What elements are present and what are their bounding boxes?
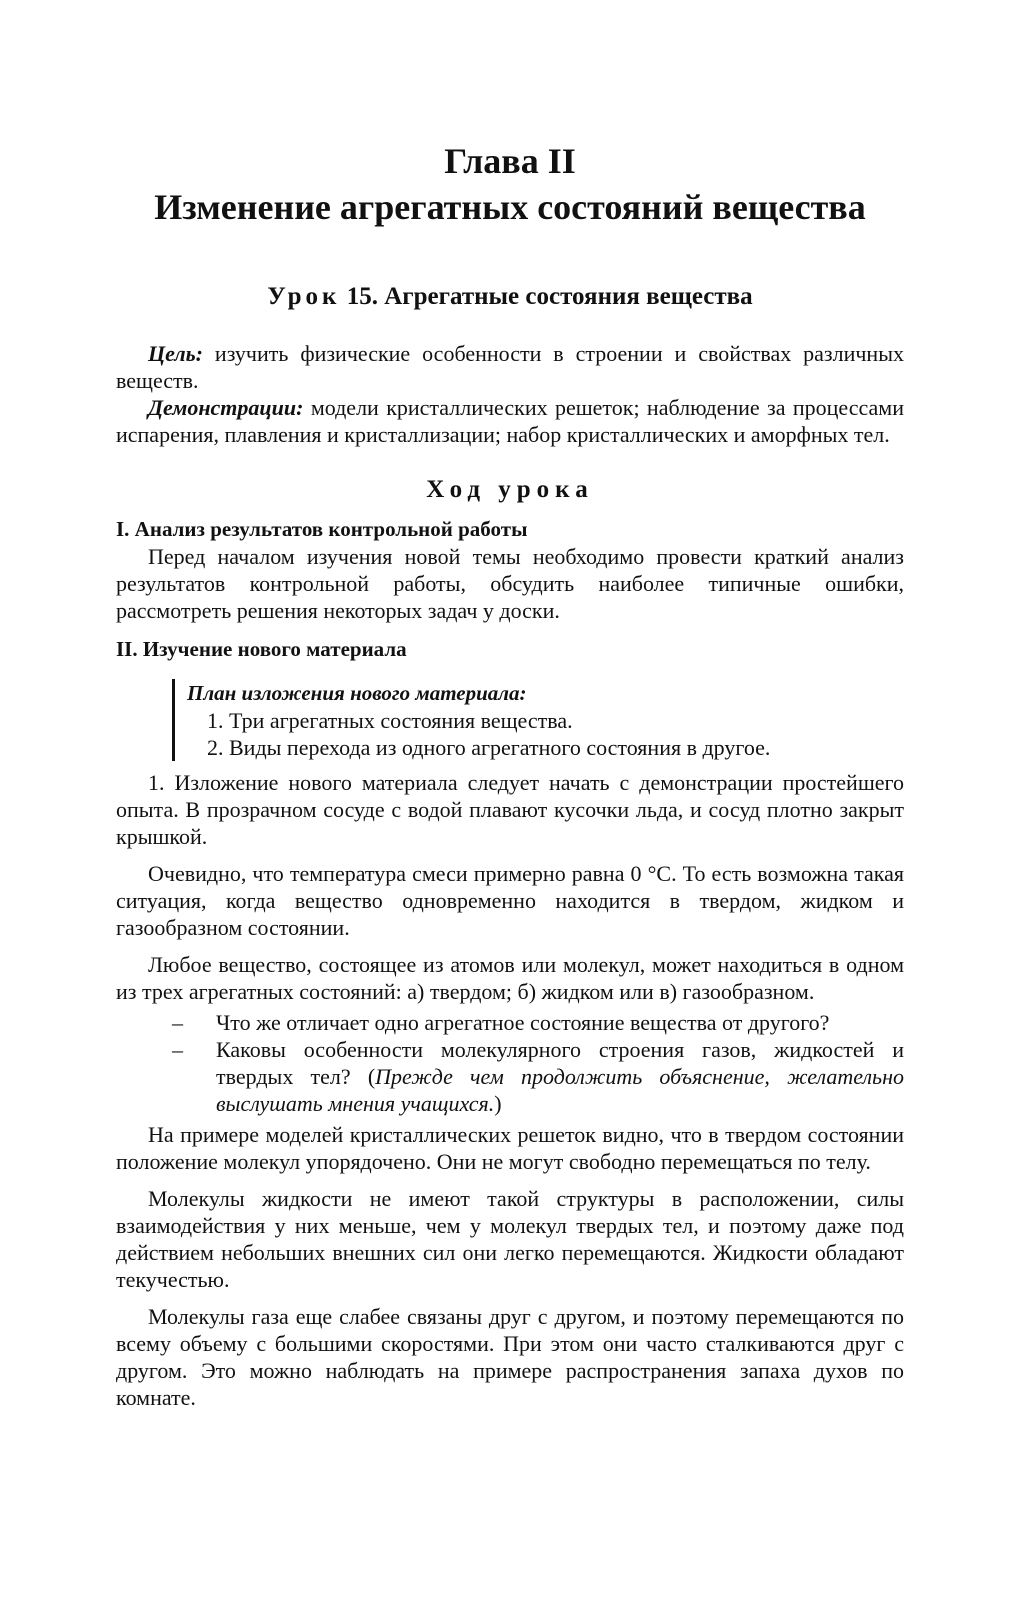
lesson-progress-heading: Ход урока [426, 476, 594, 503]
question-text: Что же отличает одно агрегатное состояние вещества от другого? [216, 1010, 830, 1035]
body-paragraph: 1. Изложение нового материала следует начать с демонстрации простейшего опыта. В прозрачном сосуде с водой плавают кусочки льда, и сосуд плотно закрыт крышкой. [116, 770, 904, 849]
list-item [172, 1036, 904, 1117]
demo-text: модели кристаллических решеток; наблюдение за процессами испарения, плавления и кристаллизации; набор кристаллических и аморфных тел. [116, 395, 904, 447]
list-item [172, 1009, 904, 1036]
section-2-heading: II. Изучение нового материала [116, 637, 407, 661]
chapter-title: Изменение агрегатных состояний вещества [154, 187, 866, 227]
chapter-number: Глава II [444, 141, 576, 181]
plan-box [172, 679, 904, 761]
body-paragraph: Молекулы жидкости не имеют такой структуры в расположении, силы взаимодействия у них меньше, чем у молекул твердых тел, и поэтому даже под действием небольших внешних сил они легко перемещаются. Жидкости обладают текучестью. [116, 1186, 904, 1292]
body-paragraph: Молекулы газа еще слабее связаны друг с другом, и поэтому перемещаются по всему объему с большими скоростями. При этом они часто сталкиваются друг с другом. Это можно наблюдать на примере распространения запаха духов по комнате. [116, 1304, 904, 1410]
plan-item: 2. Виды перехода из одного агрегатного состояния в другое. [207, 735, 771, 760]
dash-marker: – [172, 1010, 183, 1035]
note-close: ) [494, 1091, 502, 1116]
goal-label: Цель: [148, 341, 203, 366]
body-paragraph: На примере моделей кристаллических решеток видно, что в твердом состоянии положение молекул упорядочено. Они не могут свободно перемещаться по телу. [116, 1122, 904, 1174]
lesson-prefix: Урок [267, 283, 341, 310]
question-list [172, 1009, 904, 1117]
demo-label: Демонстрации: [148, 395, 304, 420]
plan-item: 1. Три агрегатных состояния вещества. [207, 708, 573, 733]
body-paragraph: Любое вещество, состоящее из атомов или молекул, может находиться в одном из трех агрегатных состояний: а) твердом; б) жидком или в) газообразном. [116, 952, 904, 1004]
lesson-name: 15. Агрегатные состояния вещества [340, 283, 753, 310]
dash-marker: – [172, 1037, 183, 1062]
question-text [216, 1036, 904, 1117]
goal-paragraph [116, 340, 904, 394]
goal-text: изучить физические особенности в строении и свойствах различных веществ. [116, 341, 904, 393]
section-1-heading: I. Анализ результатов контрольной работы [116, 517, 528, 541]
lesson-title [116, 282, 904, 312]
section-1-text: Перед началом изучения новой темы необходимо провести краткий анализ результатов контрольной работы, обсудить наиболее типичные ошибки, рассмотреть решения некоторых задач у доски. [116, 544, 904, 623]
demo-paragraph [116, 394, 904, 448]
question-main: Каковы особенности молекулярного строения газов, жидкостей и твердых тел? ( [216, 1037, 904, 1089]
teacher-note: Прежде чем продолжить объяснение, желательно выслушать мнения учащихся. [216, 1064, 904, 1116]
plan-title: План изложения нового материала: [187, 681, 527, 705]
body-paragraph: Очевидно, что температура смеси примерно равна 0 °С. То есть возможна такая ситуация, когда вещество одновременно находится в твердом, жидком и газообразном состоянии. [116, 861, 904, 940]
